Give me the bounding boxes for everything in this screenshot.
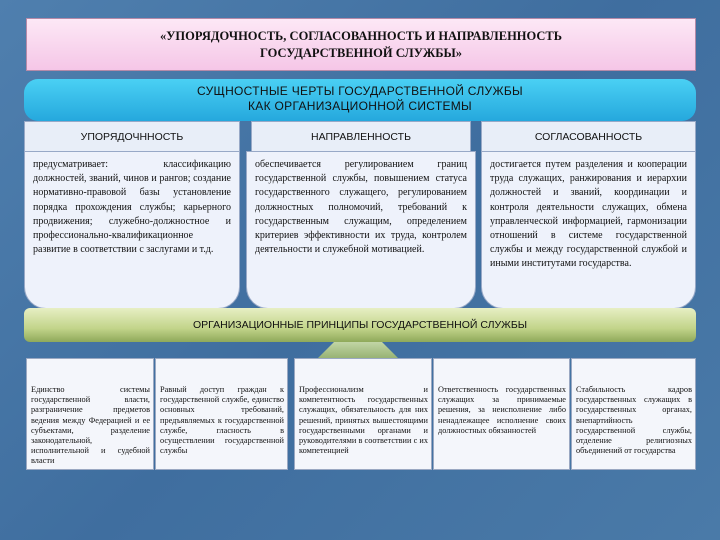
essence-line-1: СУЩНОСТНЫЕ ЧЕРТЫ ГОСУДАРСТВЕННОЙ СЛУЖБЫ: [197, 84, 523, 98]
slide-title: [26, 18, 696, 71]
essence-banner: [24, 79, 696, 121]
principle-4: Ответственность государственных служащих за принимаемые решения, за неисполнение либо ненадлежащее исполнение своих должностных обязанностей: [433, 358, 570, 470]
column-header-coordination: СОГЛАСОВАННОСТЬ: [481, 121, 696, 152]
connector-arrow: [318, 342, 398, 358]
title-line-2: ГОСУДАРСТВЕННОЙ СЛУЖБЫ»: [259, 46, 463, 60]
principles-title: ОРГАНИЗАЦИОННЫЕ ПРИНЦИПЫ ГОСУДАРСТВЕННОЙ СЛУЖБЫ: [24, 308, 696, 342]
column-text-coordination: достигается путем разделения и кооперации труда служащих, ранжирования и иерархии должностей и званий, координации и контроля деятельности служащих, обмена управленческой информацией, гармонизации отношений в системе государственной службы и между государственной службой и иными институтами государства.: [481, 151, 696, 309]
principle-5: Стабильность кадров государственных служащих в государственных органах, внепартийность государственной службы, отделение религиозных объединений от государства: [571, 358, 696, 470]
principle-1: Единство системы государственной власти, разграничение предметов ведения между Федерацией и ее субъектами, разделение законодательной, исполнительной и судебной власти: [26, 358, 154, 470]
principle-2: Равный доступ граждан к государственной службе, единство основных требований, предъявляемых к государственной службе, гласность в осуществлении государственной службы: [155, 358, 288, 470]
title-line-1: «УПОРЯДОЧНОСТЬ, СОГЛАСОВАННОСТЬ И НАПРАВЛЕННОСТЬ: [159, 29, 563, 43]
essence-line-2: КАК ОРГАНИЗАЦИОННОЙ СИСТЕМЫ: [248, 99, 472, 113]
column-text-direction: обеспечивается регулированием границ государственной службы, повышением статуса государственного служащего, регулированием должностных полномочий, требований к государственным служащим, определением критериев эффективности их труда, контролем деятельности и служебной мотивацией.: [246, 151, 476, 309]
column-header-direction: НАПРАВЛЕННОСТЬ: [251, 121, 471, 152]
column-text-orderliness: предусматривает: классификацию должностей, званий, чинов и рангов; создание нормативно-правовой базы установление порядка прохождения службы; карьерного продвижения; служебно-должностное и профессионально-квалификационное развитие в соответствии с заслугами и т.д.: [24, 151, 240, 309]
column-header-orderliness: УПОРЯДОЧННОСТЬ: [24, 121, 240, 152]
principle-3: Профессионализм и компетентность государственных служащих, обязательность для них решений, принятых вышестоящими государственными органами и руководителями в соответствии с их компетенцией: [294, 358, 432, 470]
